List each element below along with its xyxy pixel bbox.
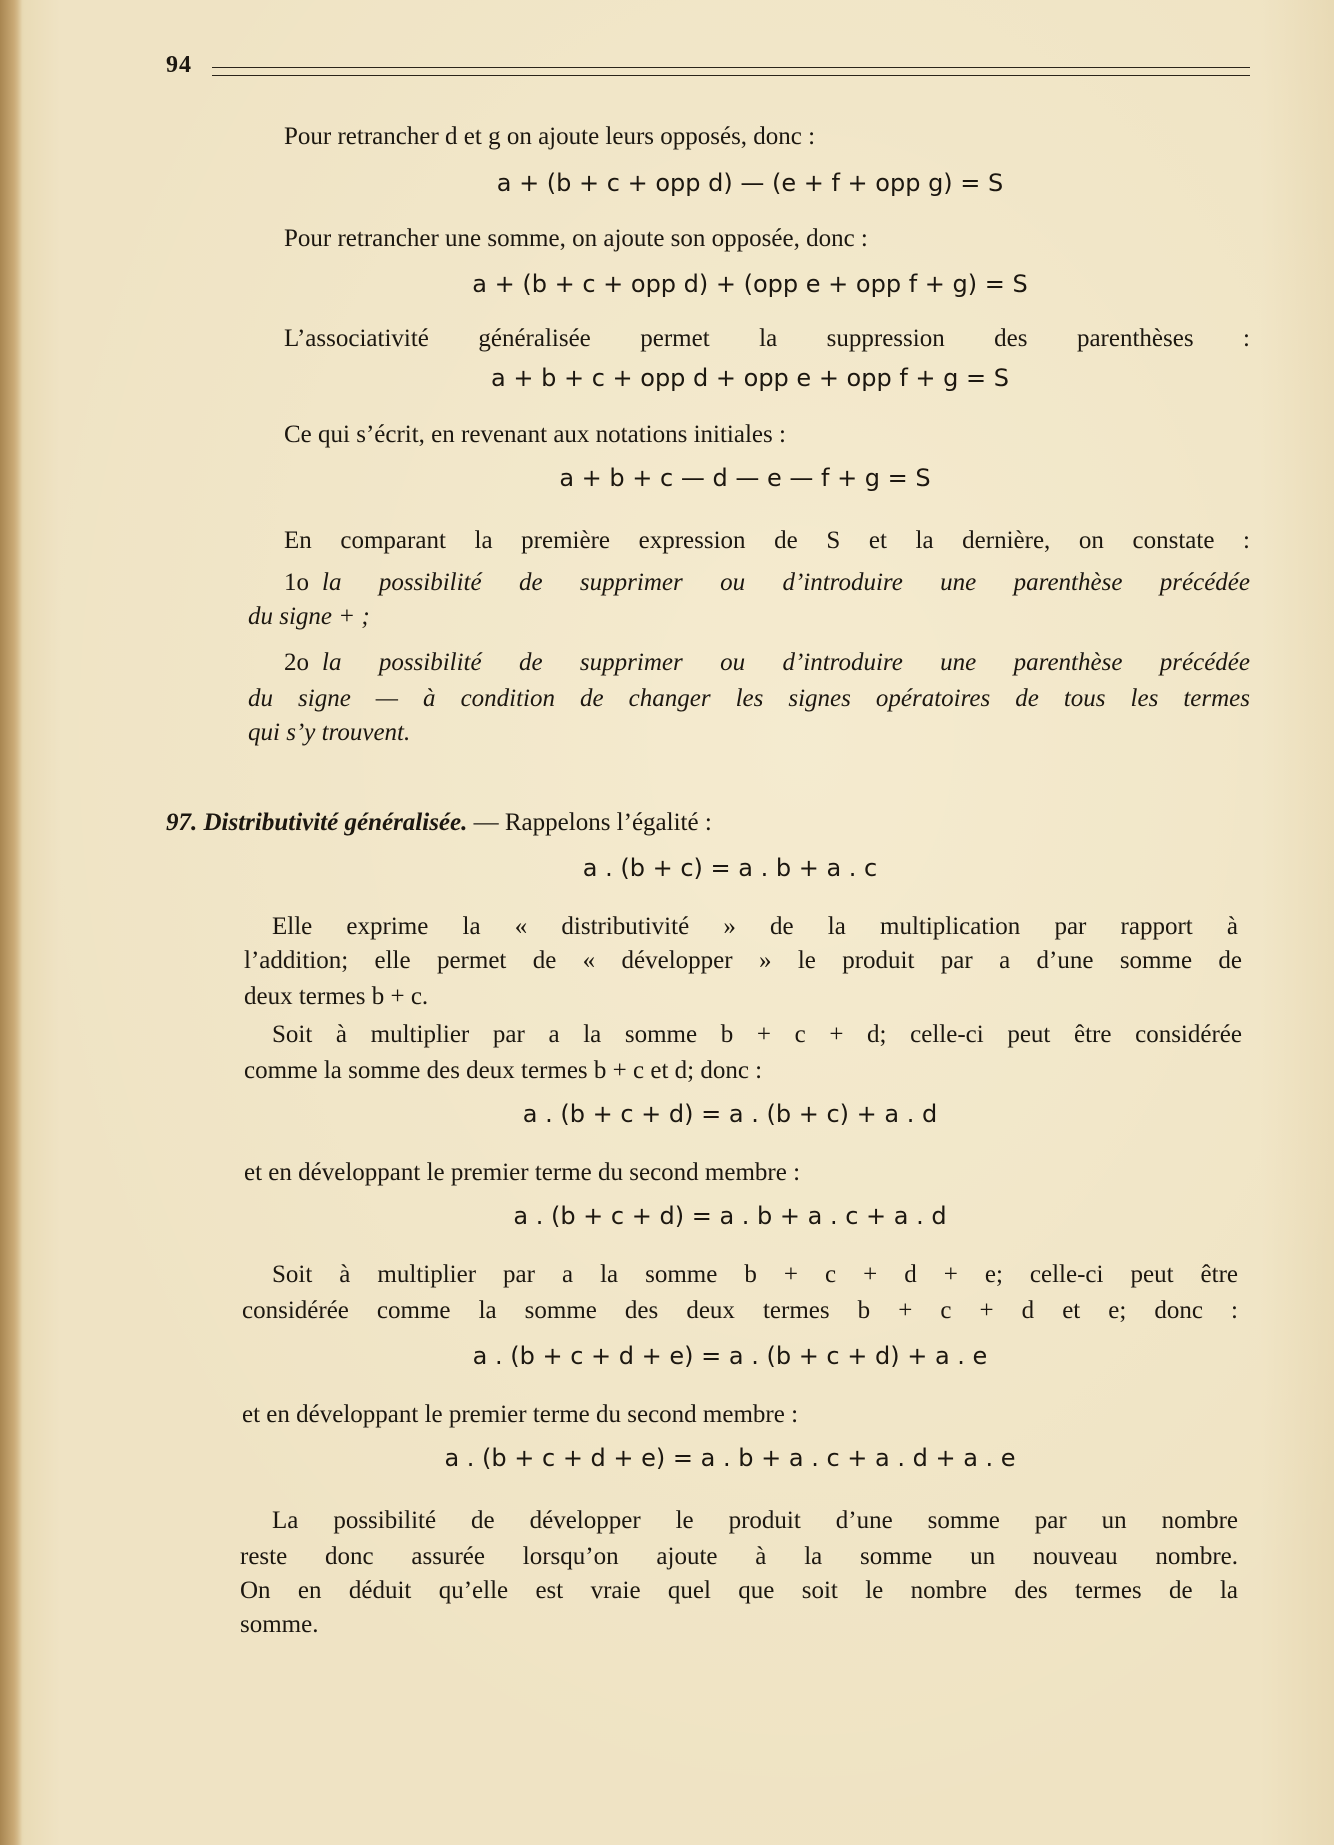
- list-number: 1o: [284, 569, 309, 596]
- text-line: Pour retrancher d et g on ajoute leurs opposés, donc :: [284, 123, 816, 150]
- italic-line: la possibilité de supprimer ou d’introduire une parenthèse précédée: [322, 569, 1250, 596]
- equation: a + b + c — d — e — f + g = S: [559, 464, 931, 492]
- text-line: somme.: [240, 1611, 319, 1638]
- text-line: Soit à multiplier par a la somme b + c + d + e; celle-ci peut être: [272, 1261, 1238, 1288]
- text-line: comme la somme des deux termes b + c et d; donc :: [244, 1057, 763, 1084]
- equation: a . (b + c + d) = a . (b + c) + a . d: [522, 1100, 938, 1128]
- equation: a . (b + c + d + e) = a . b + a . c + a . d + a . e: [444, 1444, 1016, 1472]
- section-heading: [166, 806, 1006, 840]
- text-line: reste donc assurée lorsqu’on ajoute à la somme un nouveau nombre.: [240, 1543, 1238, 1570]
- italic-line: du signe — à condition de changer les signes opératoires de tous les termes: [248, 685, 1250, 712]
- equation: a + (b + c + opp d) + (opp e + opp f + g) = S: [472, 270, 1028, 298]
- text-line: L’associativité généralisée permet la suppression des parenthèses :: [284, 325, 1250, 352]
- equation: a . (b + c + d) = a . b + a . c + a . d: [513, 1202, 947, 1230]
- text-line: Soit à multiplier par a la somme b + c + d; celle-ci peut être considérée: [272, 1021, 1242, 1048]
- italic-line: la possibilité de supprimer ou d’introduire une parenthèse précédée: [322, 649, 1250, 676]
- text-line: Ce qui s’écrit, en revenant aux notations initiales :: [284, 421, 786, 448]
- section-lead: — Rappelons l’égalité :: [473, 809, 712, 836]
- text-line: La possibilité de développer le produit d’une somme par un nombre: [272, 1507, 1238, 1534]
- list-number: 2o: [284, 649, 309, 676]
- text-line: Pour retrancher une somme, on ajoute son opposée, donc :: [284, 225, 868, 252]
- text-line: On en déduit qu’elle est vraie quel que soit le nombre des termes de la: [240, 1577, 1238, 1604]
- equation: a . (b + c) = a . b + a . c: [582, 854, 878, 882]
- equation: a + b + c + opp d + opp e + opp f + g = S: [491, 364, 1009, 392]
- page-number: 94: [166, 52, 192, 78]
- text-line: Elle exprime la « distributivité » de la multiplication par rapport à: [272, 913, 1238, 940]
- text-line: En comparant la première expression de S et la dernière, on constate :: [284, 527, 1250, 554]
- header-rule: [212, 67, 1250, 76]
- section-title: Distributivité généralisée.: [203, 809, 468, 836]
- text-line: et en développant le premier terme du second membre :: [244, 1159, 801, 1186]
- section-number: 97.: [166, 809, 198, 836]
- text-line: considérée comme la somme des deux termes b + c + d et e; donc :: [242, 1297, 1238, 1324]
- italic-line: qui s’y trouvent.: [248, 719, 411, 746]
- text-line: l’addition; elle permet de « développer » le produit par a d’une somme de: [244, 947, 1242, 974]
- equation: a + (b + c + opp d) — (e + f + opp g) = S: [496, 169, 1004, 197]
- page-binding-edge: [0, 0, 22, 1845]
- text-line: deux termes b + c.: [244, 983, 429, 1010]
- text-line: et en développant le premier terme du second membre :: [242, 1401, 799, 1428]
- italic-line: du signe + ;: [248, 603, 370, 630]
- equation: a . (b + c + d + e) = a . (b + c + d) + a . e: [472, 1342, 988, 1370]
